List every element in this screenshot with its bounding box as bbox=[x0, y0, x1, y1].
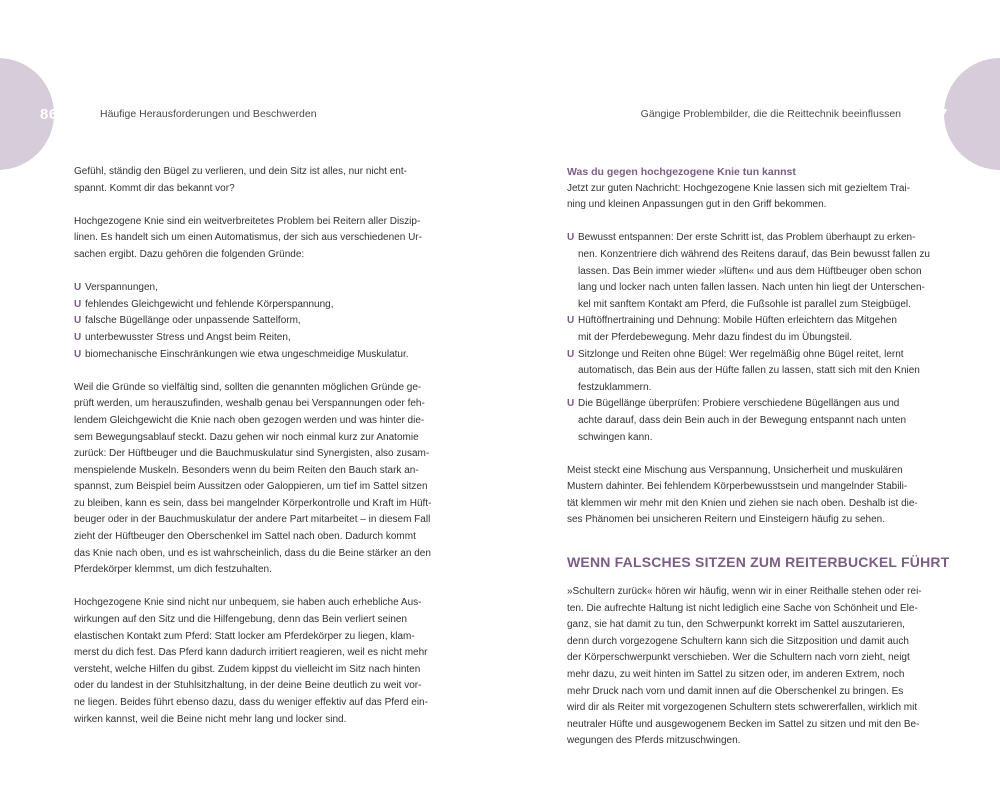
horseshoe-bullet-icon: U bbox=[74, 315, 82, 327]
right-page-body bbox=[567, 164, 950, 750]
list-item-text: Verspannungen, bbox=[85, 282, 158, 294]
paragraph-line: spannt. Kommt dir das bekannt vor? bbox=[74, 182, 235, 194]
paragraph-line: Hochgezogene Knie sind ein weitverbreitetes Problem bei Reitern aller Diszip- bbox=[74, 215, 421, 227]
horseshoe-bullet-icon: U bbox=[567, 315, 575, 327]
horseshoe-bullet-icon: U bbox=[567, 348, 575, 360]
list-item-text: Sitzlonge und Reiten ohne Bügel: Wer regelmäßig ohne Bügel reitet, lernt bbox=[578, 348, 904, 360]
paragraph-line: menspielende Muskeln. Besonders wenn du beim Reiten den Bauch stark an- bbox=[74, 464, 419, 476]
horseshoe-bullet-icon: U bbox=[74, 348, 82, 360]
page-number-left: 86 bbox=[40, 106, 58, 123]
paragraph-line: ganz, sie hat damit zu tun, den Schwerpunkt korrekt im Sattel auszutarieren, bbox=[567, 619, 905, 631]
list-item-text: kel mit sanftem Kontakt am Pferd, die Fußsohle ist parallel zum Steigbügel. bbox=[578, 298, 911, 310]
paragraph-line: tät klemmen wir mehr mit den Knien und ziehen sie nach oben. Deshalb ist die- bbox=[567, 497, 918, 509]
horseshoe-bullet-icon: U bbox=[567, 232, 575, 244]
paragraph-line: merst du dich fest. Das Pferd kann dadurch irritiert reagieren, weil es nicht mehr bbox=[74, 647, 428, 659]
list-item bbox=[567, 313, 927, 346]
list-item bbox=[567, 396, 927, 446]
paragraph-line: elastischen Kontakt zum Pferd: Statt locker am Pferdekörper zu liegen, klam- bbox=[74, 630, 415, 642]
list-item-text: nen. Konzentriere dich während des Reitens darauf, das Bein bewusst fallen zu bbox=[578, 248, 930, 260]
paragraph-line: Jetzt zur guten Nachricht: Hochgezogene Knie lassen sich mit gezieltem Trai- bbox=[567, 182, 910, 194]
paragraph-line: linen. Es handelt sich um einen Automatismus, der sich aus verschiedenen Ur- bbox=[74, 232, 422, 244]
list-item-text: schwingen kann. bbox=[578, 431, 653, 443]
paragraph-line: ten. Die aufrechte Haltung ist nicht lediglich eine Sache von Schönheit und Ele- bbox=[567, 602, 918, 614]
paragraph-line: ses Phänomen bei unsicheren Reitern und Einsteigern häufig zu sehen. bbox=[567, 514, 885, 526]
paragraph-line: der Körperschwerpunkt verschieben. Wer die Schultern nach vorn zieht, neigt bbox=[567, 652, 910, 664]
paragraph-line: Mustern dahinter. Bei fehlendem Körperbewusstsein und mangelnder Stabili- bbox=[567, 481, 908, 493]
paragraph-line: zu bleiben, kann es sein, dass bei mangelnder Körperkontrolle und Kraft im Hüft- bbox=[74, 497, 432, 509]
running-head-left: Häufige Herausforderungen und Beschwerden bbox=[100, 108, 317, 120]
horseshoe-bullet-icon: U bbox=[74, 331, 82, 343]
list-item-text: festzuklammern. bbox=[578, 381, 652, 393]
list-item bbox=[74, 313, 434, 330]
list-item bbox=[567, 230, 930, 313]
paragraph-line: oder du landest in der Stuhlsitzhaltung, in der deine Beine deutlich zu weit vor- bbox=[74, 680, 422, 692]
paragraph-line: mehr Druck nach vorn und damit innen auf die Oberschenkel zu bringen. Es bbox=[567, 685, 904, 697]
list-item bbox=[74, 347, 434, 364]
paragraph-line: Pferdekörper klemmst, um dich festzuhalten. bbox=[74, 564, 272, 576]
paragraph-line: ning und kleinen Anpassungen gut in den Griff bekommen. bbox=[567, 199, 827, 211]
list-item-text: mit der Pferdebewegung. Mehr dazu findest du im Übungsteil. bbox=[578, 331, 853, 343]
left-page-body bbox=[74, 164, 434, 728]
page-number-right: 87 bbox=[930, 106, 948, 123]
paragraph-line: beuger oder in der Bauchmuskulatur der andere Part mitarbeitet – in diesem Fall bbox=[74, 514, 431, 526]
list-item-text: lang und locker nach unten fallen lassen. Nach unten hin liegt der Unterschen- bbox=[578, 282, 925, 294]
paragraph-line: sem Bewegungsablauf steckt. Dazu gehen wir noch einmal kurz zur Anatomie bbox=[74, 431, 419, 443]
paragraph-line: Meist steckt eine Mischung aus Verspannung, Unsicherheit und muskulären bbox=[567, 464, 903, 476]
horseshoe-bullet-icon: U bbox=[567, 398, 575, 410]
section-heading: WENN FALSCHES SITZEN ZUM REITERBUCKEL FÜHRT bbox=[567, 554, 950, 571]
list-item-text: automatisch, das Bein aus der Hüfte fallen zu lassen, statt sich mit den Knien bbox=[578, 365, 920, 377]
paragraph-line: mehr dazu, zu weit hinten im Sattel zu sitzen oder, im anderen Extrem, noch bbox=[567, 669, 905, 681]
paragraph-line: Weil die Gründe so vielfältig sind, sollten die genannten möglichen Gründe ge- bbox=[74, 381, 422, 393]
list-item-text: falsche Bügellänge oder unpassende Sattelform, bbox=[85, 315, 301, 327]
horseshoe-bullet-icon: U bbox=[74, 282, 82, 294]
list-item-text: Die Bügellänge überprüfen: Probiere verschiedene Bügellängen aus und bbox=[578, 398, 900, 410]
list-item-text: lassen. Das Bein immer wieder »lüften« und aus dem Hüftbeuger oben schon bbox=[578, 265, 922, 277]
paragraph-line: versteht, welche Hilfen du gibst. Zudem kippst du vielleicht im Sitz nach hinten bbox=[74, 663, 421, 675]
paragraph-line: Gefühl, ständig den Bügel zu verlieren, und dein Sitz ist alles, nur nicht ent- bbox=[74, 166, 407, 177]
list-item-text: achte darauf, dass dein Bein auch in der Bewegung entspannt nach unten bbox=[578, 414, 907, 426]
page-tab-right bbox=[944, 58, 1000, 170]
paragraph-line: ne liegen. Beides führt ebenso dazu, dass du weniger effektiv auf das Pferd ein- bbox=[74, 697, 428, 708]
running-head-right: Gängige Problembilder, die die Reittechnik beeinflussen bbox=[640, 108, 901, 120]
paragraph-line: denn durch vorgezogene Schultern kann sich die Sitzposition und damit auch bbox=[567, 635, 909, 647]
paragraph-line: Hochgezogene Knie sind nicht nur unbequem, sie haben auch erhebliche Aus- bbox=[74, 597, 422, 609]
paragraph-line: lendem Gleichgewicht die Knie nach oben gezogen werden und was hinter die- bbox=[74, 414, 425, 426]
list-item bbox=[74, 280, 434, 297]
list-item-text: Bewusst entspannen: Der erste Schritt ist, das Problem überhaupt zu erken- bbox=[578, 232, 916, 244]
list-item bbox=[74, 330, 434, 347]
paragraph-line: »Schultern zurück« hören wir häufig, wenn wir in einer Reithalle stehen oder rei- bbox=[567, 586, 922, 598]
paragraph-line: zieht der Hüftbeuger den Oberschenkel im Sattel nach oben. Dadurch kommt bbox=[74, 531, 416, 543]
paragraph-line: wird dir als Reiter mit vorgezogenen Schultern stets schwererfallen, wirklich mit bbox=[567, 702, 918, 714]
paragraph-line: prüft werden, um herauszufinden, weshalb genau bei Verspannungen oder feh- bbox=[74, 398, 425, 410]
list-item-text: Hüftöffnertraining und Dehnung: Mobile Hüften erleichtern das Mitgehen bbox=[578, 315, 897, 327]
section-subheading: Was du gegen hochgezogene Knie tun kannst bbox=[567, 166, 796, 178]
list-item bbox=[74, 297, 434, 314]
list-item-text: unterbewusster Stress und Angst beim Reiten, bbox=[85, 331, 291, 343]
horseshoe-bullet-icon: U bbox=[74, 298, 82, 310]
paragraph-line: sachen ergibt. Dazu gehören die folgenden Gründe: bbox=[74, 248, 305, 260]
paragraph-line: wirken kannst, weil die Beine nicht mehr lang und locker sind. bbox=[74, 713, 347, 725]
paragraph-line: das Knie nach oben, und es ist wahrscheinlich, dass du die Beine stärker an den bbox=[74, 547, 431, 559]
paragraph-line: wirkungen auf den Sitz und die Hilfengebung, denn das Bein verliert seinen bbox=[74, 614, 407, 626]
paragraph-line: spannst, zum Beispiel beim Aussitzen oder Galoppieren, um tief im Sattel sitzen bbox=[74, 481, 428, 493]
list-item bbox=[567, 347, 927, 397]
list-item-text: biomechanische Einschränkungen wie etwa ungeschmeidige Muskulatur. bbox=[85, 348, 409, 360]
list-item-text: fehlendes Gleichgewicht und fehlende Körperspannung, bbox=[85, 298, 334, 310]
paragraph-line: zurück: Der Hüftbeuger und die Bauchmuskulatur sind Synergisten, also zusam- bbox=[74, 448, 430, 460]
paragraph-line: neutraler Hüfte und ausgewogenem Becken im Sattel zu sitzen und mit den Be- bbox=[567, 718, 920, 730]
paragraph-line: wegungen des Pferds mitzuschwingen. bbox=[567, 735, 741, 747]
